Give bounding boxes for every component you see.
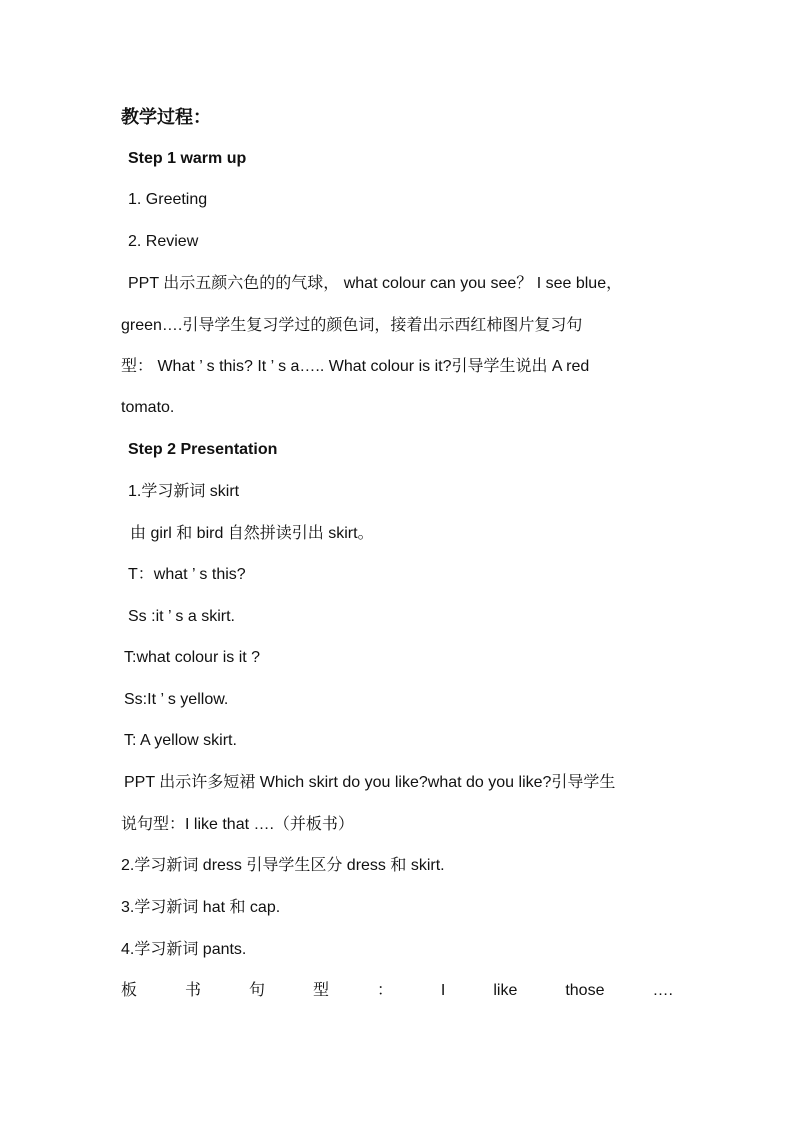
board-word: …. xyxy=(652,982,673,999)
board-word: I xyxy=(440,982,446,999)
step2-paragraph-line-1: PPT 出示许多短裙 Which skirt do you like?what do you like?引导学生 xyxy=(124,774,616,791)
step1-paragraph-line-2: green….引导学生复习学过的颜色词，接着出示西红柿图片复习句 xyxy=(121,317,583,334)
board-word: like xyxy=(493,982,518,999)
step2-item-skirt: 1.学习新词 skirt xyxy=(128,483,240,500)
step1-paragraph-line-1: PPT 出示五颜六色的的气球， what colour can you see？ I see blue， xyxy=(128,275,623,292)
step1-paragraph-line-3: 型： What ’ s this? It ’ s a….. What colour is it?引导学生说出 A red xyxy=(121,358,590,375)
dialogue-line-2: Ss :it ’ s a skirt. xyxy=(128,608,235,625)
step2-paragraph-line-2: 说句型：I like that ….（并板书） xyxy=(121,816,354,833)
board-sentence-line xyxy=(121,981,673,1001)
dialogue-line-4: Ss:It ’ s yellow. xyxy=(124,691,229,708)
step2-item-hat-cap: 3.学习新词 hat 和 cap. xyxy=(121,899,281,916)
step1-item-greeting: 1. Greeting xyxy=(128,191,208,208)
board-word: 句 xyxy=(248,982,265,999)
step2-item-dress: 2.学习新词 dress 引导学生区分 dress 和 skirt. xyxy=(121,857,445,874)
dialogue-line-5: T: A yellow skirt. xyxy=(124,732,237,749)
section-heading: 教学过程： xyxy=(121,107,211,127)
step2-title: Step 2 Presentation xyxy=(128,441,278,458)
board-word: ： xyxy=(376,982,393,999)
board-word: those xyxy=(565,982,605,999)
step1-paragraph-line-4: tomato. xyxy=(121,399,175,416)
step1-title: Step 1 warm up xyxy=(128,150,247,167)
board-word: 型 xyxy=(312,982,329,999)
board-word: 板 xyxy=(121,982,138,999)
dialogue-line-1: T：what ’ s this? xyxy=(128,566,246,583)
step2-item-pants: 4.学习新词 pants. xyxy=(121,941,247,958)
step1-item-review: 2. Review xyxy=(128,233,199,250)
dialogue-line-3: T:what colour is it ? xyxy=(124,649,261,666)
board-word: 书 xyxy=(184,982,201,999)
step2-item-skirt-description: 由 girl 和 bird 自然拼读引出 skirt。 xyxy=(130,525,374,542)
